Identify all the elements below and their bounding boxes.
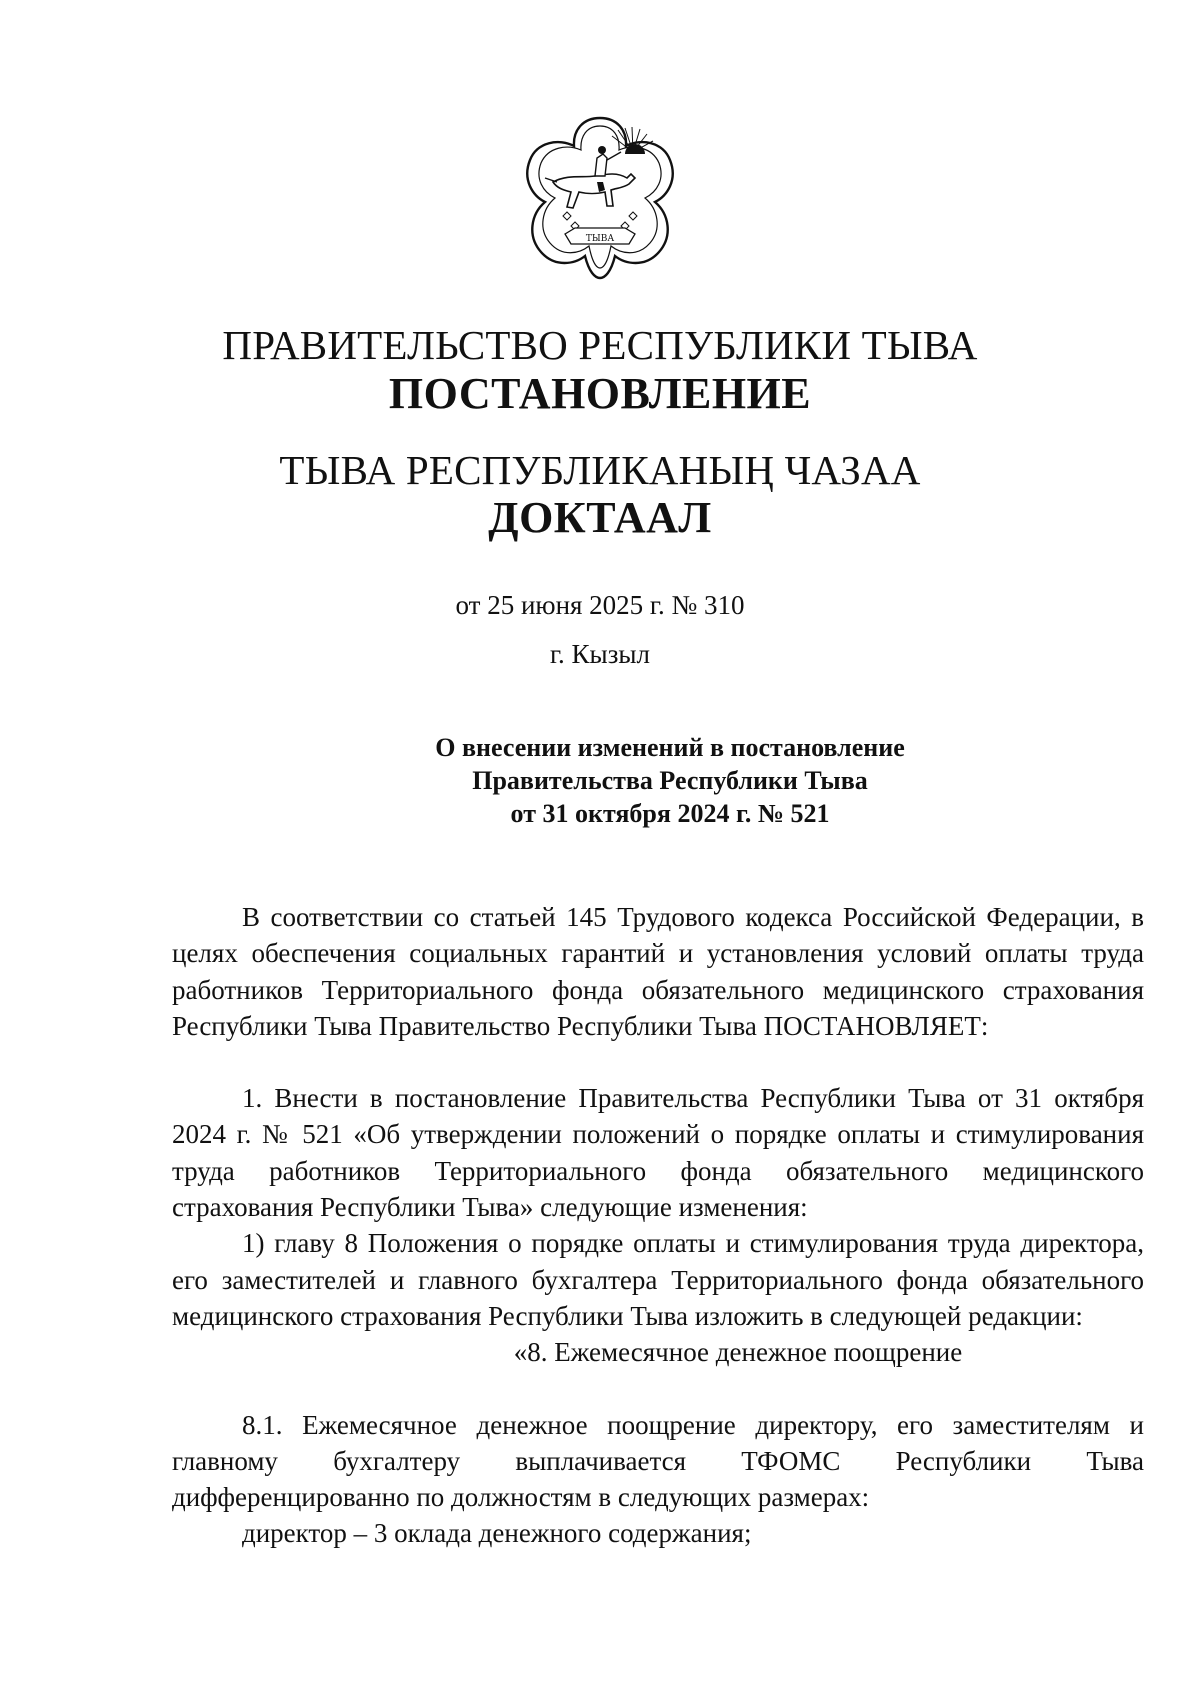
document-city: г. Кызыл <box>550 639 650 669</box>
director-rate-line: директор – 3 оклада денежного содержания; <box>242 1518 752 1549</box>
document-type-ru: ПОСТАНОВЛЕНИЕ <box>388 369 812 418</box>
clause-8-1-paragraph: 8.1. Ежемесячное денежное поощрение директору, его заместителям и главному бухгалтеру выплачивается ТФОМС Республики Тыва дифференцированно по должностям в следующих размерах: <box>172 1409 1144 1513</box>
tuva-coat-of-arms-icon <box>513 112 687 284</box>
title-line: от 31 октября 2024 г. № 521 <box>510 799 830 828</box>
preamble-paragraph: В соответствии со статьей 145 Трудового кодекса Российской Федерации, в целях обеспечения социальных гарантий и установления условий оплаты труда работников Территориального фонда обязательного медицинского страхования Республики Тыва Правительство Республики Тыва ПОСТАНОВЛЯЕТ: <box>172 902 1144 1041</box>
title-line: Правительства Республики Тыва <box>472 766 868 795</box>
chapter-8-heading: «8. Ежемесячное денежное поощрение <box>513 1337 963 1368</box>
subitem-1-paragraph: 1) главу 8 Положения о порядке оплаты и стимулирования труда директора, его заместителей и главного бухгалтера Территориального фонда обязательного медицинского страхования Республики Тыва изложить в следующей редакции: <box>172 1228 1144 1331</box>
government-name-ru: ПРАВИТЕЛЬСТВО РЕСПУБЛИКИ ТЫВА <box>222 322 978 368</box>
document-date-number: от 25 июня 2025 г. № 310 <box>455 590 745 620</box>
document-title <box>320 731 1020 830</box>
document-body <box>172 899 1144 1552</box>
government-name-tyv: ТЫВА РЕСПУБЛИКАНЫҢ ЧАЗАА <box>279 447 921 493</box>
item-1-paragraph: 1. Внести в постановление Правительства Республики Тыва от 31 октября 2024 г. № 521 «Об утверждении положений о порядке оплаты и стимулирования труда работников Территориального фонда обязательного медицинского страхования Республики Тыва» следующие изменения: <box>172 1083 1144 1223</box>
document-type-tyv: ДОКТААЛ <box>488 493 712 542</box>
title-line: О внесении изменений в постановление <box>435 733 905 762</box>
emblem-ribbon-text: ТЫВА <box>585 234 615 244</box>
